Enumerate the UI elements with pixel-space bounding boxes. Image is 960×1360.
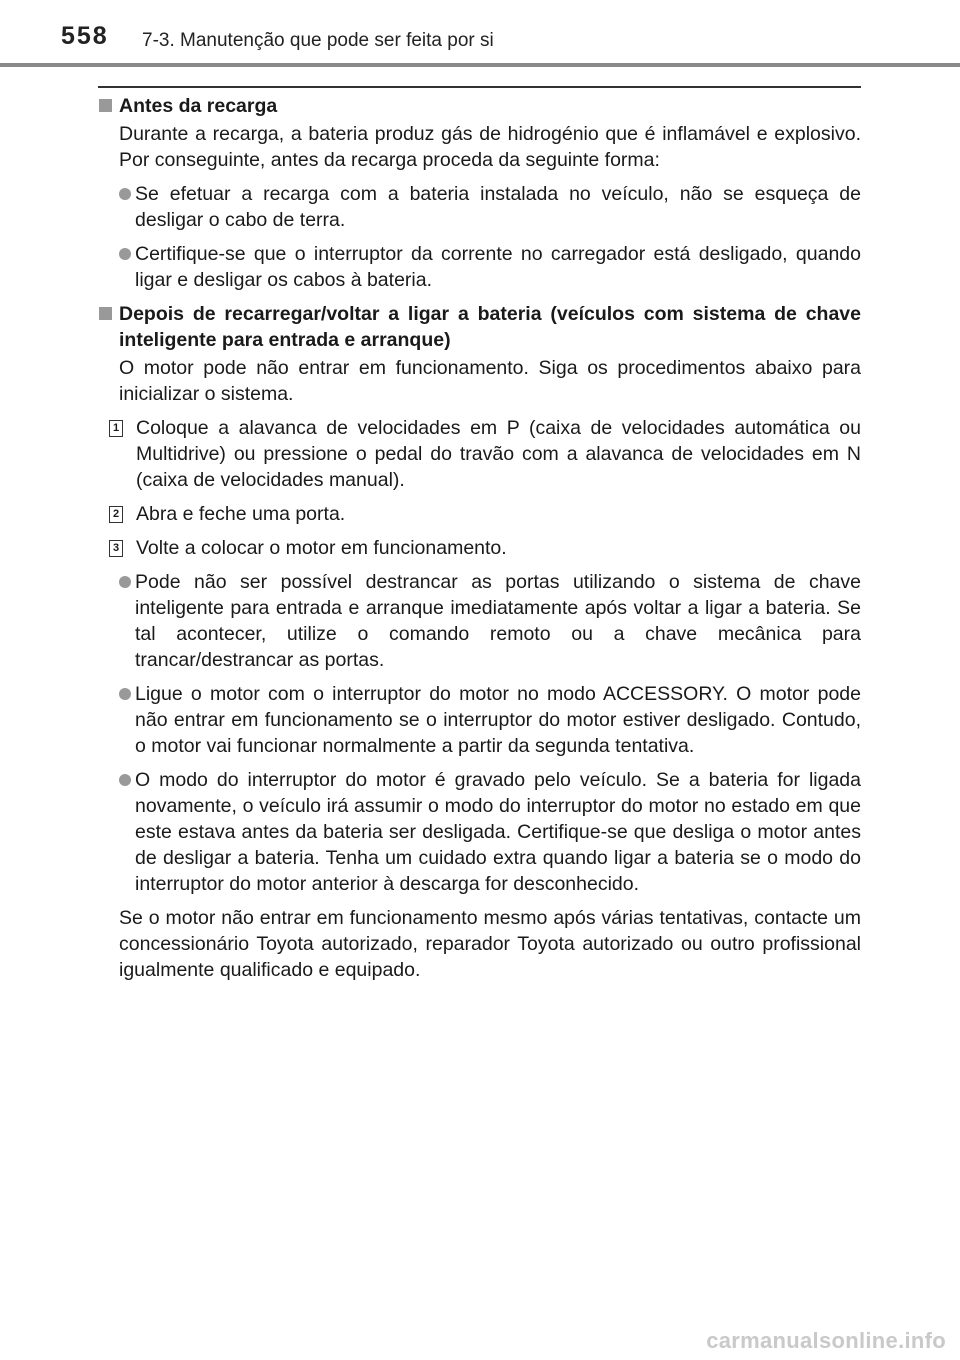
section-intro: O motor pode não entrar em funcionamento. Siga os procedimentos abaixo para inicializar o sistema.	[119, 357, 861, 405]
list-item: O modo do interruptor do motor é gravado pelo veículo. Se a bateria for ligada novamente, o veículo irá assumir o modo do interruptor do motor no estado em que este estava antes da bateria ser desligada. Certifique-se que desliga o motor antes de desligar a bateria. Tenha um cuidado extra quando ligar a bateria se o modo do interruptor do motor anterior à descarga for desconhecido.	[98, 767, 861, 897]
list-item: Certifique-se que o interruptor da corrente no carregador está desligado, quando ligar e desligar os cabos à bateria.	[98, 241, 861, 293]
square-bullet-icon	[99, 307, 112, 320]
section-title-before-charging: Antes da recarga	[98, 93, 861, 119]
watermark: carmanualsonline.info	[706, 1328, 946, 1353]
list-item: Pode não ser possível destrancar as portas utilizando o sistema de chave inteligente para entrada e arranque imediatamente após voltar a ligar a bateria. Se tal acontecer, utilize o comando remoto ou a chave mecânica para trancar/destrancar as portas.	[98, 569, 861, 673]
chapter-title: 7-3. Manutenção que pode ser feita por si	[142, 30, 494, 51]
circle-bullet-icon	[119, 688, 131, 700]
closing-paragraph: Se o motor não entrar em funcionamento mesmo após várias tentativas, contacte um concessionário Toyota autorizado, reparador Toyota autorizado ou outro profissional igualmente qualificado e equipado.	[119, 907, 861, 981]
page-number: 558	[61, 22, 109, 50]
step-item: 3 Volte a colocar o motor em funcionamento.	[98, 535, 861, 561]
page-content	[98, 93, 861, 991]
square-bullet-icon	[99, 99, 112, 112]
section-intro: Durante a recarga, a bateria produz gás de hidrogénio que é inflamável e explosivo. Por conseguinte, antes da recarga proceda da seguinte forma:	[119, 123, 861, 171]
circle-bullet-icon	[119, 774, 131, 786]
list-item: Se efetuar a recarga com a bateria instalada no veículo, não se esqueça de desligar o cabo de terra.	[98, 181, 861, 233]
list-item: Ligue o motor com o interruptor do motor no modo ACCESSORY. O motor pode não entrar em funcionamento se o interruptor do motor estiver desligado. Contudo, o motor vai funcionar normalmente a partir da segunda tentativa.	[98, 681, 861, 759]
step-item: 2 Abra e feche uma porta.	[98, 501, 861, 527]
circle-bullet-icon	[119, 248, 131, 260]
circle-bullet-icon	[119, 188, 131, 200]
step-item: 1 Coloque a alavanca de velocidades em P (caixa de velocidades automática ou Multidrive) ou pressione o pedal do travão com a alavanca de velocidades em N (caixa de velocidades manual).	[98, 415, 861, 493]
step-number-box: 1	[109, 420, 123, 437]
section-title-after-recharging: Depois de recarregar/voltar a ligar a bateria (veículos com sistema de chave inteligente para entrada e arranque)	[98, 301, 861, 353]
section-divider	[98, 86, 861, 88]
step-number-box: 2	[109, 506, 123, 523]
header-divider	[0, 63, 960, 67]
circle-bullet-icon	[119, 576, 131, 588]
page-header	[0, 0, 960, 66]
step-number-box: 3	[109, 540, 123, 557]
